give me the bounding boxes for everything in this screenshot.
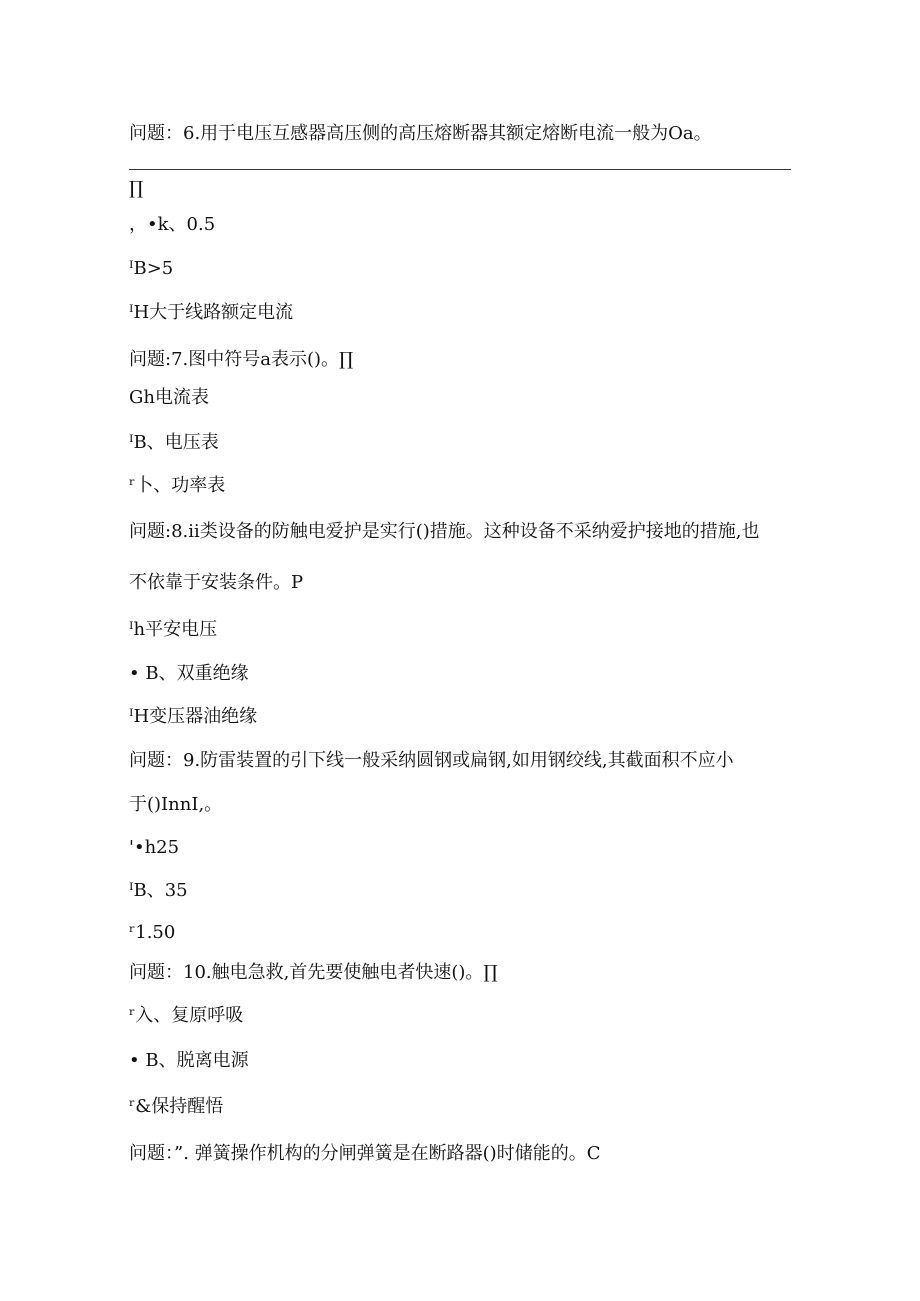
horizontal-rule — [129, 169, 791, 170]
q10-option-a: ʳ入、复原呼吸 — [129, 1005, 244, 1026]
q6-option-a: ，•k、0.5 — [129, 214, 216, 235]
question-11-text: 问题：”. 弹簧操作机构的分闸弹簧是在断路器()时储能的。C — [129, 1143, 601, 1164]
q8-option-c: ᴵH变压器油绝缘 — [129, 706, 258, 727]
q9-option-a: '•h25 — [129, 837, 180, 858]
question-9-text-line-2: 于()InnI,。 — [129, 794, 223, 815]
q7-option-c: ʳ卜、功率表 — [129, 475, 226, 496]
q6-option-b: ᴵB>5 — [129, 258, 174, 279]
q6-option-c: ᴵH大于线路额定电流 — [129, 302, 294, 323]
q7-option-a: Gh电流表 — [129, 387, 209, 408]
q10-option-c: ʳ&保持醒悟 — [129, 1096, 224, 1117]
q9-option-c: ʳ1.50 — [129, 922, 176, 943]
q10-option-b: • B、脱离电源 — [129, 1050, 249, 1071]
question-6-text: 问题：6.用于电压互感器高压侧的高压熔断器其额定熔断电流一般为Oa。 — [129, 123, 712, 144]
question-8-text-line-1: 问题:8.ii类设备的防触电爱护是实行()措施。这种设备不采纳爱护接地的措施,也 — [129, 521, 760, 542]
question-9-text-line-1: 问题：9.防雷装置的引下线一般采纳圆钢或扁钢,如用钢绞线,其截面积不应小 — [129, 750, 734, 771]
answer-blank-mark: ∏ — [129, 178, 144, 199]
q7-option-b: ᴵB、电压表 — [129, 432, 219, 453]
question-7-text: 问题:7.图中符号a表示()。∏ — [129, 349, 354, 370]
question-8-text-line-2: 不依靠于安装条件。P — [129, 572, 304, 593]
q9-option-b: ᴵB、35 — [129, 880, 188, 901]
question-10-text: 问题：10.触电急救,首先要使触电者快速()。∏ — [129, 962, 498, 983]
q8-option-b: • B、双重绝缘 — [129, 663, 249, 684]
q8-option-a: ᴵh平安电压 — [129, 619, 218, 640]
